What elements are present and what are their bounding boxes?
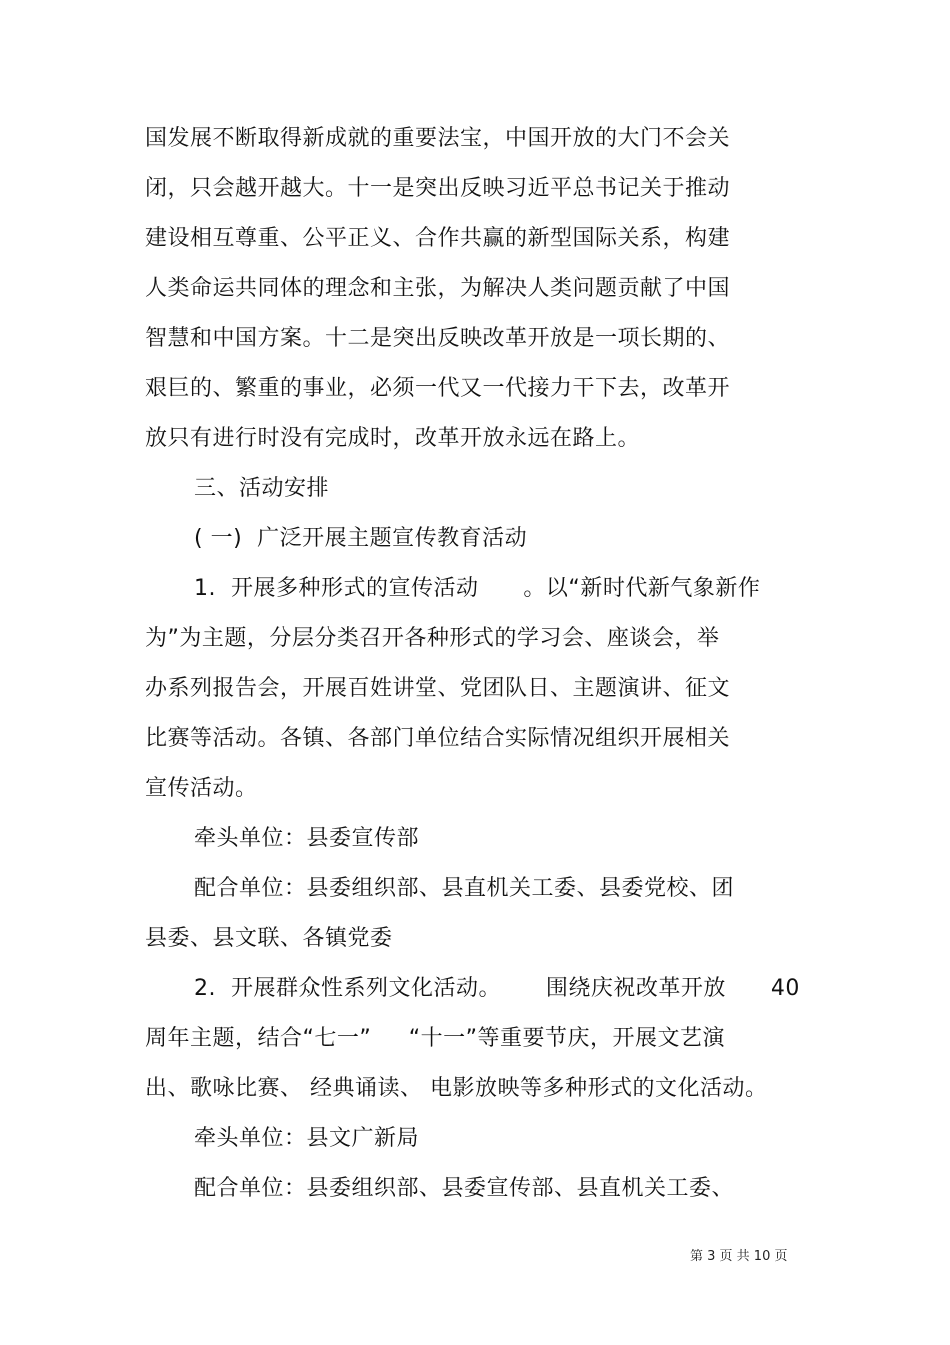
body-line: 人类命运共同体的理念和主张，为解决人类问题贡献了中国 xyxy=(145,276,731,301)
body-line: 办系列报告会，开展百姓讲堂、党团队日、主题演讲、征文 xyxy=(145,676,731,701)
body-line: 1. 开展多种形式的宣传活动 。以“新时代新气象新作 xyxy=(194,576,761,601)
page-number: 第 3 页 共 10 页 xyxy=(690,1249,788,1264)
body-line: 宣传活动。 xyxy=(145,776,258,801)
body-line: 国发展不断取得新成就的重要法宝，中国开放的大门不会关 xyxy=(145,126,731,151)
body-line: 智慧和中国方案。十二是突出反映改革开放是一项长期的、 xyxy=(145,326,731,351)
body-line: 出、歌咏比赛、 经典诵读、 电影放映等多种形式的文化活动。 xyxy=(145,1076,768,1101)
body-line: 闭，只会越开越大。十一是突出反映习近平总书记关于推动 xyxy=(145,176,731,201)
body-line: 艰巨的、繁重的事业，必须一代又一代接力干下去，改革开 xyxy=(145,376,731,401)
subsection-heading: ( 一) 广泛开展主题宣传教育活动 xyxy=(194,526,528,551)
support-unit-line: 配合单位：县委组织部、县直机关工委、县委党校、团 xyxy=(194,876,735,901)
body-line: 建设相互尊重、公平正义、合作共赢的新型国际关系，构建 xyxy=(145,226,731,251)
lead-unit-line: 牵头单位：县委宣传部 xyxy=(194,826,420,851)
support-unit-line: 配合单位：县委组织部、县委宣传部、县直机关工委、 xyxy=(194,1176,735,1201)
body-line: 周年主题，结合“七一” “十一”等重要节庆，开展文艺演 xyxy=(145,1026,726,1051)
section-heading: 三、活动安排 xyxy=(194,476,330,501)
body-line: 2. 开展群众性系列文化活动。 围绕庆祝改革开放 40 xyxy=(194,976,800,1001)
body-line: 为”为主题，分层分类召开各种形式的学习会、座谈会，举 xyxy=(145,626,720,651)
body-line: 县委、县文联、各镇党委 xyxy=(145,926,393,951)
body-line: 放只有进行时没有完成时，改革开放永远在路上。 xyxy=(145,426,641,451)
lead-unit-line: 牵头单位：县文广新局 xyxy=(194,1126,420,1151)
body-line: 比赛等活动。各镇、各部门单位结合实际情况组织开展相关 xyxy=(145,726,731,751)
